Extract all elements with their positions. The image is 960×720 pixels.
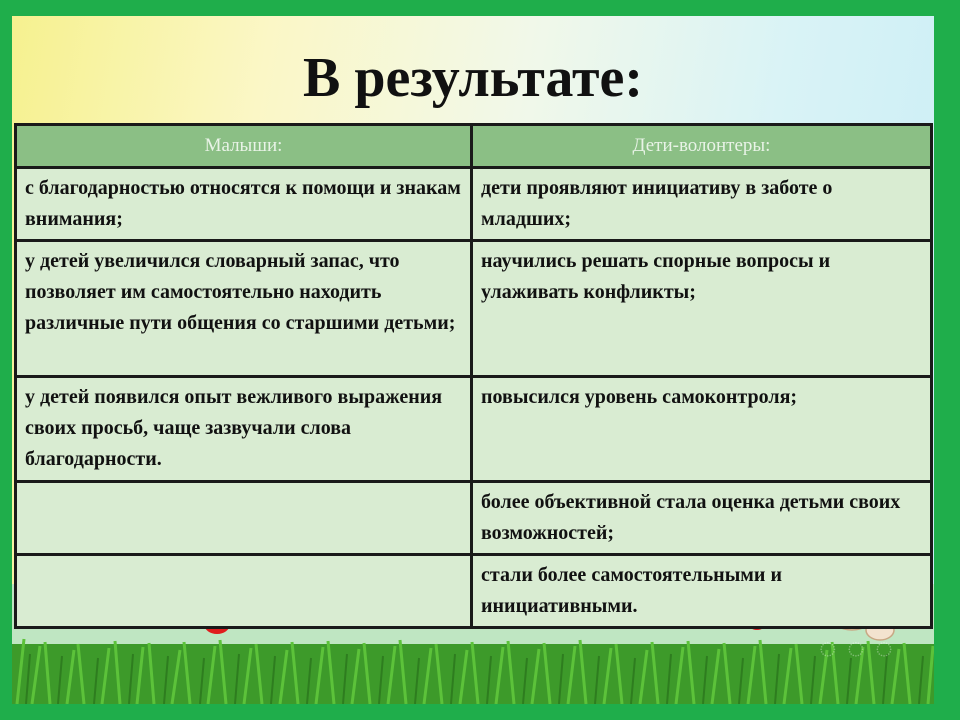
table-row xyxy=(16,241,932,377)
table-cell: дети проявляют инициативу в заботе о младших; xyxy=(472,168,932,241)
results-table xyxy=(14,123,933,629)
watermark-logo: ◌ ◌ ◌ xyxy=(818,632,894,665)
column-header-kids: Малыши: xyxy=(16,125,472,168)
table-cell: с благодарностью относятся к помощи и знакам внимания; xyxy=(16,168,472,241)
table-cell: научились решать спорные вопросы и улаживать конфликты; xyxy=(472,241,932,377)
table-cell: у детей увеличился словарный запас, что позволяет им самостоятельно находить различные пути общения со старшими детьми; xyxy=(16,241,472,377)
column-header-volunteers: Дети-волонтеры: xyxy=(472,125,932,168)
table-row xyxy=(16,482,932,555)
table-row xyxy=(16,555,932,628)
table-cell-empty xyxy=(16,482,472,555)
table-row xyxy=(16,168,932,241)
table-cell: у детей появился опыт вежливого выражения своих просьб, чаще зазвучали слова благодарности. xyxy=(16,377,472,482)
table-cell: стали более самостоятельными и инициативными. xyxy=(472,555,932,628)
table-header-row xyxy=(16,125,932,168)
slide-title: В результате: xyxy=(303,47,643,109)
table-cell-empty xyxy=(16,555,472,628)
slide xyxy=(12,16,934,704)
table-cell: повысился уровень самоконтроля; xyxy=(472,377,932,482)
table-cell: более объективной стала оценка детьми своих возможностей; xyxy=(472,482,932,555)
table-row xyxy=(16,377,932,482)
